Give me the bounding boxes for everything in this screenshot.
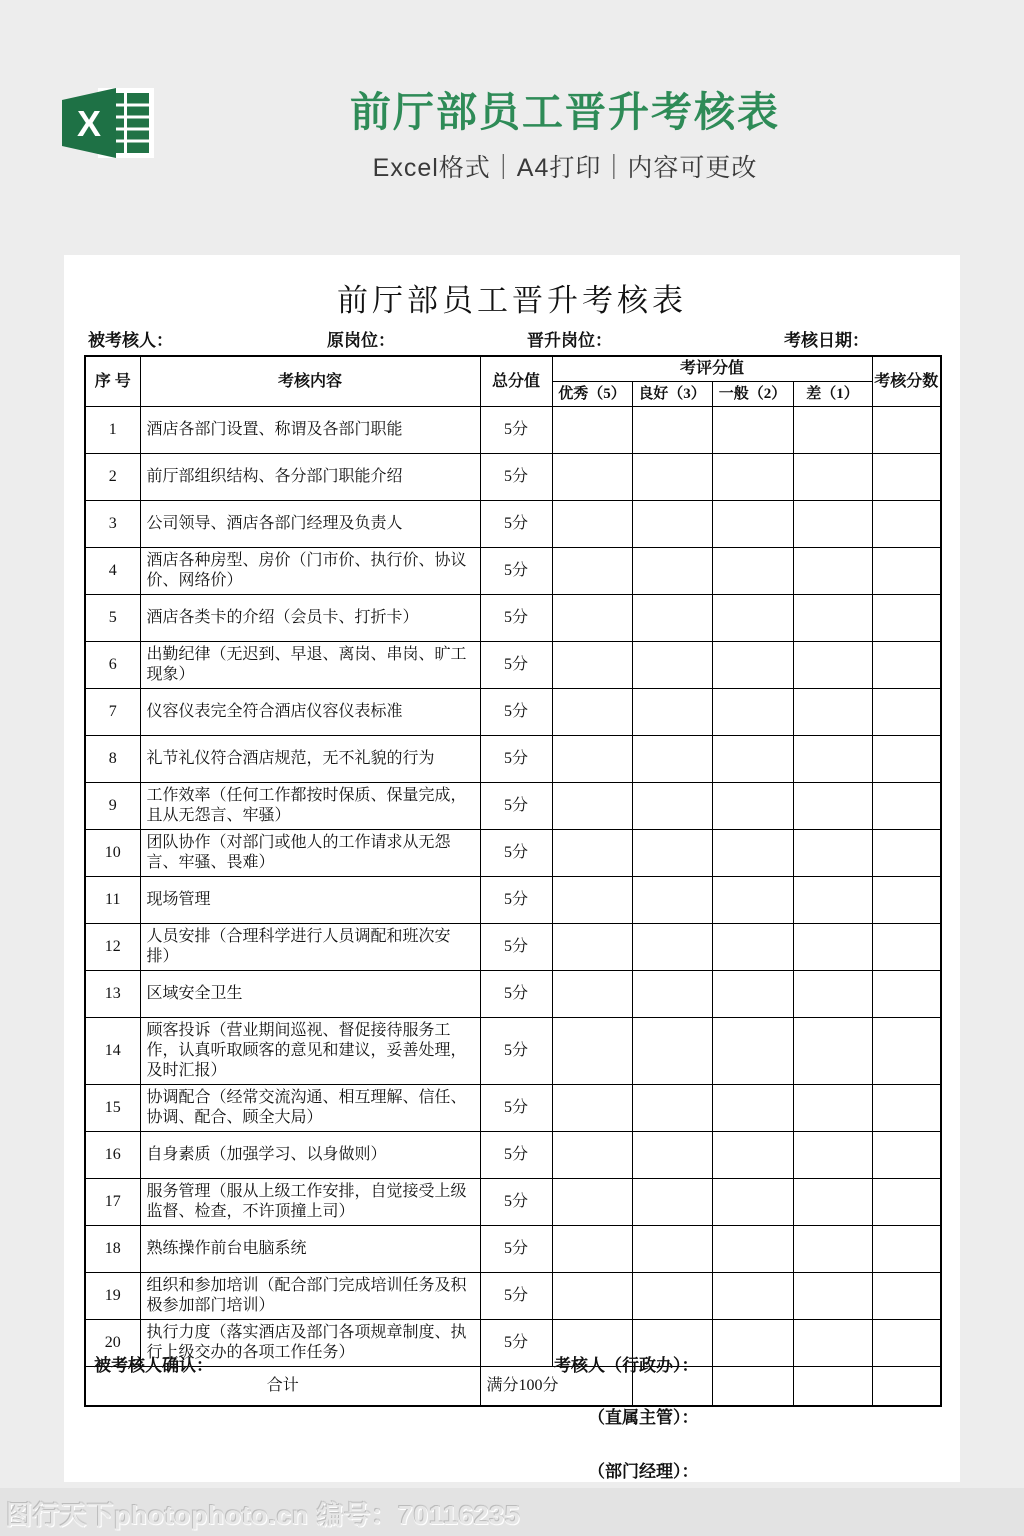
- table-row: [85, 830, 941, 877]
- rating-cell-average: [712, 407, 793, 454]
- score-cell: [872, 1018, 941, 1085]
- row-total-score: 5分: [480, 877, 552, 924]
- score-cell: [872, 1367, 941, 1407]
- rating-cell-excellent: [552, 1132, 632, 1179]
- row-index: 4: [85, 548, 140, 595]
- col-header-poor: 差（1）: [793, 382, 872, 407]
- rating-cell-average: [712, 830, 793, 877]
- rating-cell-poor: [793, 454, 872, 501]
- score-cell: [872, 924, 941, 971]
- total-row: [85, 1367, 941, 1407]
- row-index: 9: [85, 783, 140, 830]
- rating-cell-average: [712, 1179, 793, 1226]
- score-cell: [872, 1226, 941, 1273]
- rating-cell-excellent: [552, 1179, 632, 1226]
- row-content: 仪容仪表完全符合酒店仪容仪表标准: [140, 689, 480, 736]
- row-index: 6: [85, 642, 140, 689]
- rating-cell-average: [712, 595, 793, 642]
- rating-cell-poor: [793, 877, 872, 924]
- col-header-content: 考核内容: [140, 356, 480, 407]
- table-row: [85, 689, 941, 736]
- table-row: [85, 595, 941, 642]
- row-total-score: 5分: [480, 971, 552, 1018]
- table-row: [85, 501, 941, 548]
- table-row: [85, 1320, 941, 1367]
- rating-cell-poor: [793, 783, 872, 830]
- rating-cell-average: [712, 924, 793, 971]
- row-content: 自身素质（加强学习、以身做则）: [140, 1132, 480, 1179]
- row-content: 顾客投诉（营业期间巡视、督促接待服务工作，认真听取顾客的意见和建议，妥善处理，及时汇报）: [140, 1018, 480, 1085]
- row-content: 公司领导、酒店各部门经理及负责人: [140, 501, 480, 548]
- rating-cell-poor: [793, 1226, 872, 1273]
- rating-cell-poor: [793, 1132, 872, 1179]
- rating-cell-average: [712, 501, 793, 548]
- document-paper: [64, 255, 960, 1482]
- row-content: 人员安排（合理科学进行人员调配和班次安排）: [140, 924, 480, 971]
- rating-cell-average: [712, 971, 793, 1018]
- row-total-score: 5分: [480, 689, 552, 736]
- score-cell: [872, 548, 941, 595]
- rating-cell-excellent: [552, 1273, 632, 1320]
- rating-cell-average: [712, 1132, 793, 1179]
- rating-cell-excellent: [552, 924, 632, 971]
- col-header-average: 一般（2）: [712, 382, 793, 407]
- field-original-position-label: 原岗位：: [327, 331, 395, 350]
- row-total-score: 5分: [480, 783, 552, 830]
- row-total-score: 5分: [480, 407, 552, 454]
- rating-cell-good: [632, 736, 712, 783]
- rating-cell-good: [632, 1018, 712, 1085]
- banner: [0, 0, 1024, 255]
- rating-cell-excellent: [552, 971, 632, 1018]
- table-row: [85, 1226, 941, 1273]
- score-cell: [872, 783, 941, 830]
- rating-cell-good: [632, 783, 712, 830]
- rating-cell-excellent: [552, 501, 632, 548]
- row-content: 出勤纪律（无迟到、早退、离岗、串岗、旷工现象）: [140, 642, 480, 689]
- banner-title: 前厅部员工晋升考核表: [350, 89, 780, 135]
- watermark-text: 图行天下photophoto.cn 编号：70116235: [6, 1500, 521, 1530]
- rating-cell-poor: [793, 1367, 872, 1407]
- row-content: 组织和参加培训（配合部门完成培训任务及积极参加部门培训）: [140, 1273, 480, 1320]
- rating-cell-poor: [793, 689, 872, 736]
- row-total-score: 5分: [480, 924, 552, 971]
- row-index: 13: [85, 971, 140, 1018]
- rating-cell-poor: [793, 501, 872, 548]
- row-index: 20: [85, 1320, 140, 1367]
- rating-cell-excellent: [552, 454, 632, 501]
- rating-cell-poor: [793, 1320, 872, 1367]
- score-cell: [872, 1179, 941, 1226]
- row-content: 团队协作（对部门或他人的工作请求从无怨言、牢骚、畏难）: [140, 830, 480, 877]
- row-index: 2: [85, 454, 140, 501]
- row-index: 1: [85, 407, 140, 454]
- score-cell: [872, 501, 941, 548]
- signature-assessee-confirm: 被考核人确认：: [94, 1356, 213, 1375]
- rating-cell-poor: [793, 830, 872, 877]
- rating-cell-good: [632, 1273, 712, 1320]
- rating-cell-average: [712, 1018, 793, 1085]
- signature-assessor-admin-office: 考核人（行政办）：: [554, 1356, 699, 1375]
- rating-cell-excellent: [552, 595, 632, 642]
- table-row: [85, 1018, 941, 1085]
- row-index: 19: [85, 1273, 140, 1320]
- rating-cell-excellent: [552, 830, 632, 877]
- rating-cell-poor: [793, 1273, 872, 1320]
- table-row: [85, 1179, 941, 1226]
- row-index: 11: [85, 877, 140, 924]
- rating-cell-poor: [793, 595, 872, 642]
- col-header-good: 良好（3）: [632, 382, 712, 407]
- banner-text: [106, 90, 1024, 184]
- row-index: 5: [85, 595, 140, 642]
- score-cell: [872, 736, 941, 783]
- rating-cell-good: [632, 971, 712, 1018]
- signature-department-manager: （部门经理）：: [588, 1462, 699, 1481]
- total-label: 合计: [85, 1367, 480, 1407]
- row-index: 16: [85, 1132, 140, 1179]
- rating-cell-poor: [793, 1018, 872, 1085]
- row-total-score: 5分: [480, 1018, 552, 1085]
- col-header-score: 考核分数: [872, 356, 941, 407]
- table-row: [85, 971, 941, 1018]
- rating-cell-average: [712, 454, 793, 501]
- row-index: 10: [85, 830, 140, 877]
- field-assessment-date-label: 考核日期：: [784, 331, 869, 350]
- rating-cell-good: [632, 830, 712, 877]
- rating-cell-good: [632, 689, 712, 736]
- col-header-index: 序 号: [85, 356, 140, 407]
- rating-cell-average: [712, 877, 793, 924]
- table-row: [85, 407, 941, 454]
- rating-cell-average: [712, 689, 793, 736]
- row-index: 8: [85, 736, 140, 783]
- row-content: 服务管理（服从上级工作安排，自觉接受上级监督、检查，不许顶撞上司）: [140, 1179, 480, 1226]
- row-index: 12: [85, 924, 140, 971]
- rating-cell-good: [632, 1179, 712, 1226]
- row-content: 区域安全卫生: [140, 971, 480, 1018]
- table-row: [85, 548, 941, 595]
- field-assessee-label: 被考核人：: [88, 331, 173, 350]
- rating-cell-poor: [793, 971, 872, 1018]
- row-total-score: 5分: [480, 1273, 552, 1320]
- rating-cell-excellent: [552, 877, 632, 924]
- row-total-score: 5分: [480, 1226, 552, 1273]
- rating-cell-excellent: [552, 407, 632, 454]
- rating-cell-good: [632, 642, 712, 689]
- row-total-score: 5分: [480, 830, 552, 877]
- rating-cell-average: [712, 1320, 793, 1367]
- score-cell: [872, 642, 941, 689]
- row-content: 工作效率（任何工作都按时保质、保量完成，且从无怨言、牢骚）: [140, 783, 480, 830]
- rating-cell-poor: [793, 1179, 872, 1226]
- rating-cell-average: [712, 548, 793, 595]
- row-content: 执行力度（落实酒店及部门各项规章制度、执行上级交办的各项工作任务）: [140, 1320, 480, 1367]
- rating-cell-good: [632, 407, 712, 454]
- table-row: [85, 783, 941, 830]
- score-cell: [872, 1273, 941, 1320]
- watermark-bar: [0, 1488, 1024, 1536]
- row-total-score: 5分: [480, 1132, 552, 1179]
- row-total-score: 5分: [480, 1179, 552, 1226]
- row-index: 15: [85, 1085, 140, 1132]
- rating-cell-excellent: [552, 642, 632, 689]
- row-total-score: 5分: [480, 642, 552, 689]
- rating-cell-poor: [793, 736, 872, 783]
- table-row: [85, 736, 941, 783]
- row-index: 7: [85, 689, 140, 736]
- table-row: [85, 1273, 941, 1320]
- rating-cell-average: [712, 736, 793, 783]
- row-total-score: 5分: [480, 736, 552, 783]
- rating-cell-average: [712, 1367, 793, 1407]
- rating-cell-good: [632, 1226, 712, 1273]
- signature-direct-supervisor: （直属主管）：: [588, 1408, 699, 1427]
- rating-cell-average: [712, 783, 793, 830]
- score-cell: [872, 454, 941, 501]
- row-total-score: 5分: [480, 595, 552, 642]
- rating-cell-excellent: [552, 1085, 632, 1132]
- row-content: 酒店各类卡的介绍（会员卡、打折卡）: [140, 595, 480, 642]
- rating-cell-good: [632, 501, 712, 548]
- rating-cell-excellent: [552, 548, 632, 595]
- row-index: 3: [85, 501, 140, 548]
- score-cell: [872, 407, 941, 454]
- row-content: 协调配合（经常交流沟通、相互理解、信任、协调、配合、顾全大局）: [140, 1085, 480, 1132]
- rating-cell-average: [712, 642, 793, 689]
- rating-cell-poor: [793, 407, 872, 454]
- row-index: 18: [85, 1226, 140, 1273]
- rating-cell-excellent: [552, 1018, 632, 1085]
- row-index: 17: [85, 1179, 140, 1226]
- score-cell: [872, 1132, 941, 1179]
- row-content: 礼节礼仪符合酒店规范，无不礼貌的行为: [140, 736, 480, 783]
- score-cell: [872, 830, 941, 877]
- rating-cell-good: [632, 1085, 712, 1132]
- row-content: 现场管理: [140, 877, 480, 924]
- rating-cell-poor: [793, 642, 872, 689]
- score-cell: [872, 1085, 941, 1132]
- rating-cell-good: [632, 548, 712, 595]
- row-total-score: 5分: [480, 548, 552, 595]
- col-header-total: 总分值: [480, 356, 552, 407]
- row-total-score: 5分: [480, 1320, 552, 1367]
- row-total-score: 5分: [480, 501, 552, 548]
- score-cell: [872, 971, 941, 1018]
- row-total-score: 5分: [480, 454, 552, 501]
- rating-cell-excellent: [552, 689, 632, 736]
- assessment-table: [84, 355, 942, 1407]
- score-cell: [872, 877, 941, 924]
- total-full-score: 满分100分: [480, 1367, 632, 1407]
- row-content: 酒店各部门设置、称谓及各部门职能: [140, 407, 480, 454]
- document-title: 前厅部员工晋升考核表: [337, 283, 687, 318]
- score-cell: [872, 595, 941, 642]
- table-row: [85, 1085, 941, 1132]
- rating-cell-good: [632, 595, 712, 642]
- rating-cell-excellent: [552, 1226, 632, 1273]
- rating-cell-good: [632, 454, 712, 501]
- table-row: [85, 642, 941, 689]
- row-total-score: 5分: [480, 1085, 552, 1132]
- rating-cell-good: [632, 924, 712, 971]
- table-row: [85, 1132, 941, 1179]
- rating-cell-excellent: [552, 783, 632, 830]
- row-content: 熟练操作前台电脑系统: [140, 1226, 480, 1273]
- row-content: 酒店各种房型、房价（门市价、执行价、协议价、网络价）: [140, 548, 480, 595]
- rating-cell-average: [712, 1085, 793, 1132]
- rating-cell-good: [632, 1132, 712, 1179]
- rating-cell-average: [712, 1226, 793, 1273]
- rating-cell-poor: [793, 1085, 872, 1132]
- score-cell: [872, 689, 941, 736]
- score-cell: [872, 1320, 941, 1367]
- table-row: [85, 924, 941, 971]
- rating-cell-poor: [793, 924, 872, 971]
- svg-text:X: X: [76, 103, 102, 144]
- field-promotion-position-label: 晋升岗位：: [527, 331, 612, 350]
- rating-cell-poor: [793, 548, 872, 595]
- row-content: 前厅部组织结构、各分部门职能介绍: [140, 454, 480, 501]
- table-row: [85, 454, 941, 501]
- banner-subtitle: Excel格式｜A4打印｜内容可更改: [372, 154, 758, 183]
- table-row: [85, 877, 941, 924]
- rating-cell-good: [632, 877, 712, 924]
- col-header-rating-group: 考评分值: [552, 356, 872, 382]
- rating-cell-average: [712, 1273, 793, 1320]
- col-header-excellent: 优秀（5）: [552, 382, 632, 407]
- row-index: 14: [85, 1018, 140, 1085]
- rating-cell-excellent: [552, 736, 632, 783]
